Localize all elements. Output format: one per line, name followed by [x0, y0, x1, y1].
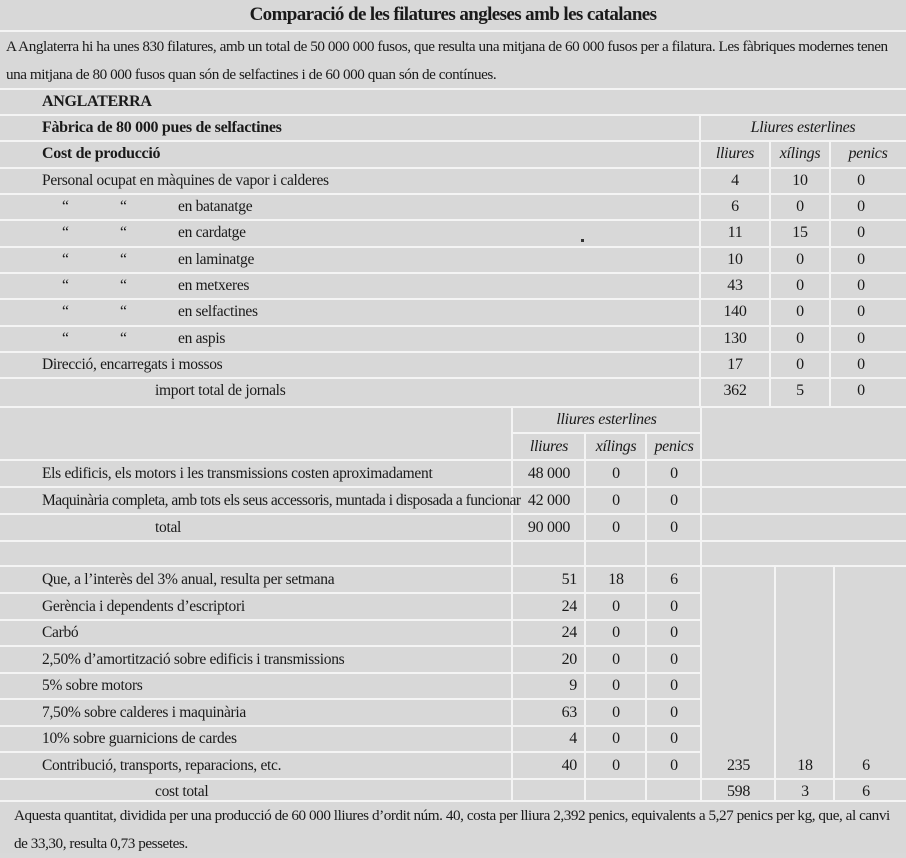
ditto-mark: “: [62, 277, 69, 294]
cost-total-label: cost total: [155, 783, 209, 800]
capital-pence: 0: [670, 492, 678, 509]
weekly-row-label: Carbó: [42, 624, 79, 641]
wage-pounds: 4: [731, 172, 739, 189]
divider: [0, 30, 906, 32]
wage-shillings: 0: [796, 330, 804, 347]
weekly-pence: 0: [670, 704, 678, 721]
weekly-pounds: 24: [561, 598, 577, 615]
wage-row: [62, 326, 225, 352]
weekly-shillings: 0: [612, 651, 620, 668]
ditto-mark: “: [120, 198, 127, 215]
ditto-mark: “: [120, 224, 127, 241]
wage-pounds: 17: [727, 356, 743, 373]
wages-total-pounds: 362: [723, 382, 747, 399]
weekly-row-label: 2,50% d’amortització sobre edificis i transmissions: [42, 651, 345, 668]
capital-total-label: total: [155, 519, 182, 536]
intro-paragraph: A Anglaterra hi ha unes 830 filatures, amb un total de 50 000 000 fusos, que resulta una mitjana de 60 000 fusos per a filatura. Les fàbriques modernes tenen una mitjana de 80 000 fusos quan són de selfactines i de 60 000 quan són de contínues.: [6, 38, 888, 83]
cost-total-shillings: 3: [801, 783, 809, 800]
weekly-row-label: Que, a l’interès del 3% anual, resulta per setmana: [42, 571, 335, 588]
weekly-shillings: 0: [612, 730, 620, 747]
column-header-pounds: lliures: [529, 438, 569, 455]
column-header-pence: penics: [848, 145, 888, 162]
capital-total-shillings: 0: [612, 519, 620, 536]
wage-row-label: en laminatge: [178, 251, 255, 268]
wage-pence: 0: [857, 356, 865, 373]
wage-row-label: en cardatge: [178, 224, 246, 241]
wage-row-label: Direcció, encarregats i mossos: [42, 356, 223, 373]
factory-heading: Fàbrica de 80 000 pues de selfactines: [42, 119, 282, 136]
weekly-subtotal-pence: 6: [862, 757, 870, 774]
ditto-mark: “: [62, 330, 69, 347]
wage-shillings: 0: [796, 303, 804, 320]
wage-pounds: 10: [727, 251, 743, 268]
weekly-pounds: 4: [569, 730, 577, 747]
wage-row: [62, 247, 254, 273]
wage-row: [62, 220, 246, 246]
wage-row-label: en metxeres: [178, 277, 250, 294]
wage-pence: 0: [857, 172, 865, 189]
ditto-mark: “: [62, 251, 69, 268]
capital-total-pounds: 90 000: [527, 519, 571, 536]
column-header-shillings: xílings: [595, 438, 637, 455]
capital-row-label: Maquinària completa, amb tots els seus accessoris, muntada i disposada a funcionar: [42, 492, 521, 509]
weekly-shillings: 0: [612, 757, 620, 774]
wage-pounds: 11: [727, 224, 743, 241]
weekly-shillings: 0: [612, 598, 620, 615]
capital-shillings: 0: [612, 492, 620, 509]
currency-group-header-mid: lliures esterlines: [556, 411, 657, 428]
capital-pence: 0: [670, 465, 678, 482]
weekly-row-label: Contribució, transports, reparacions, etc.: [42, 757, 282, 774]
wage-pence: 0: [857, 277, 865, 294]
column-header-shillings: xílings: [779, 145, 821, 162]
wage-shillings: 15: [792, 224, 808, 241]
column-header-pence: penics: [654, 438, 694, 455]
wage-pence: 0: [857, 330, 865, 347]
ditto-mark: “: [62, 224, 69, 241]
wage-pounds: 6: [731, 198, 739, 215]
weekly-pounds: 40: [561, 757, 577, 774]
wage-shillings: 10: [792, 172, 808, 189]
capital-pounds: 42 000: [527, 492, 571, 509]
page-title: Comparació de les filatures angleses amb les catalanes: [249, 4, 657, 25]
weekly-pounds: 9: [569, 677, 577, 694]
footer-paragraph: Aquesta quantitat, dividida per una producció de 60 000 lliures d’ordit núm. 40, costa per lliura 2,392 penics, equivalents a 5,27 penics per kg, que, al canvi de 33,30, resulta 0,73 pessetes.: [14, 807, 890, 852]
wage-row-label: en selfactines: [178, 303, 258, 320]
ditto-mark: “: [120, 277, 127, 294]
weekly-shillings: 0: [612, 704, 620, 721]
capital-total-pence: 0: [670, 519, 678, 536]
wage-pounds: 130: [723, 330, 747, 347]
wage-row: [62, 273, 249, 299]
weekly-pence: 0: [670, 598, 678, 615]
currency-group-header-top: Lliures esterlines: [750, 119, 856, 136]
ditto-mark: “: [120, 303, 127, 320]
weekly-shillings: 0: [612, 624, 620, 641]
wage-pounds: 140: [723, 303, 747, 320]
weekly-pounds: 63: [561, 704, 577, 721]
weekly-pence: 0: [670, 757, 678, 774]
cost-total-pounds: 598: [726, 783, 751, 800]
weekly-pence: 0: [670, 651, 678, 668]
wage-pence: 0: [857, 224, 865, 241]
ditto-mark: “: [62, 303, 69, 320]
capital-pounds: 48 000: [527, 465, 571, 482]
weekly-pence: 0: [670, 624, 678, 641]
column-header-pounds: lliures: [715, 145, 755, 162]
wages-total-label: import total de jornals: [155, 382, 286, 399]
weekly-pence: 0: [670, 677, 678, 694]
wage-pence: 0: [857, 198, 865, 215]
weekly-pounds: 20: [561, 651, 577, 668]
print-speck: [581, 239, 584, 242]
weekly-shillings: 0: [612, 677, 620, 694]
weekly-row-label: 7,50% sobre calderes i maquinària: [42, 704, 247, 721]
wages-total-shillings: 5: [796, 382, 804, 399]
wage-row-label: Personal ocupat en màquines de vapor i calderes: [42, 172, 329, 189]
wage-pounds: 43: [727, 277, 743, 294]
divider: [0, 406, 906, 408]
wage-row-label: en batanatge: [178, 198, 253, 215]
weekly-pounds: 51: [561, 571, 577, 588]
weekly-row-label: 10% sobre guarnicions de cardes: [42, 730, 237, 747]
weekly-pence: 6: [670, 571, 678, 588]
divider: [0, 540, 906, 542]
wage-shillings: 0: [796, 277, 804, 294]
wage-shillings: 0: [796, 251, 804, 268]
divider: [0, 513, 906, 515]
weekly-row-label: Gerència i dependents d’escriptori: [42, 598, 245, 615]
section-heading: ANGLATERRA: [42, 93, 152, 110]
weekly-pence: 0: [670, 730, 678, 747]
capital-row-label: Els edificis, els motors i les transmissions costen aproximadament: [42, 465, 433, 482]
weekly-row-label: 5% sobre motors: [42, 677, 143, 694]
capital-shillings: 0: [612, 465, 620, 482]
wage-pence: 0: [857, 251, 865, 268]
wage-row: [62, 299, 258, 325]
ditto-mark: “: [62, 198, 69, 215]
wage-pence: 0: [857, 303, 865, 320]
weekly-subtotal-pounds: 235: [726, 757, 751, 774]
ditto-mark: “: [120, 251, 127, 268]
wage-row-label: en aspis: [178, 330, 226, 347]
weekly-pounds: 24: [561, 624, 577, 641]
ditto-mark: “: [120, 330, 127, 347]
wage-shillings: 0: [796, 198, 804, 215]
cost-heading: Cost de producció: [42, 145, 161, 162]
wage-shillings: 0: [796, 356, 804, 373]
wage-row: [62, 194, 252, 220]
wages-total-pence: 0: [857, 382, 865, 399]
cost-total-pence: 6: [862, 783, 870, 800]
weekly-subtotal-shillings: 18: [797, 757, 813, 774]
weekly-shillings: 18: [608, 571, 624, 588]
